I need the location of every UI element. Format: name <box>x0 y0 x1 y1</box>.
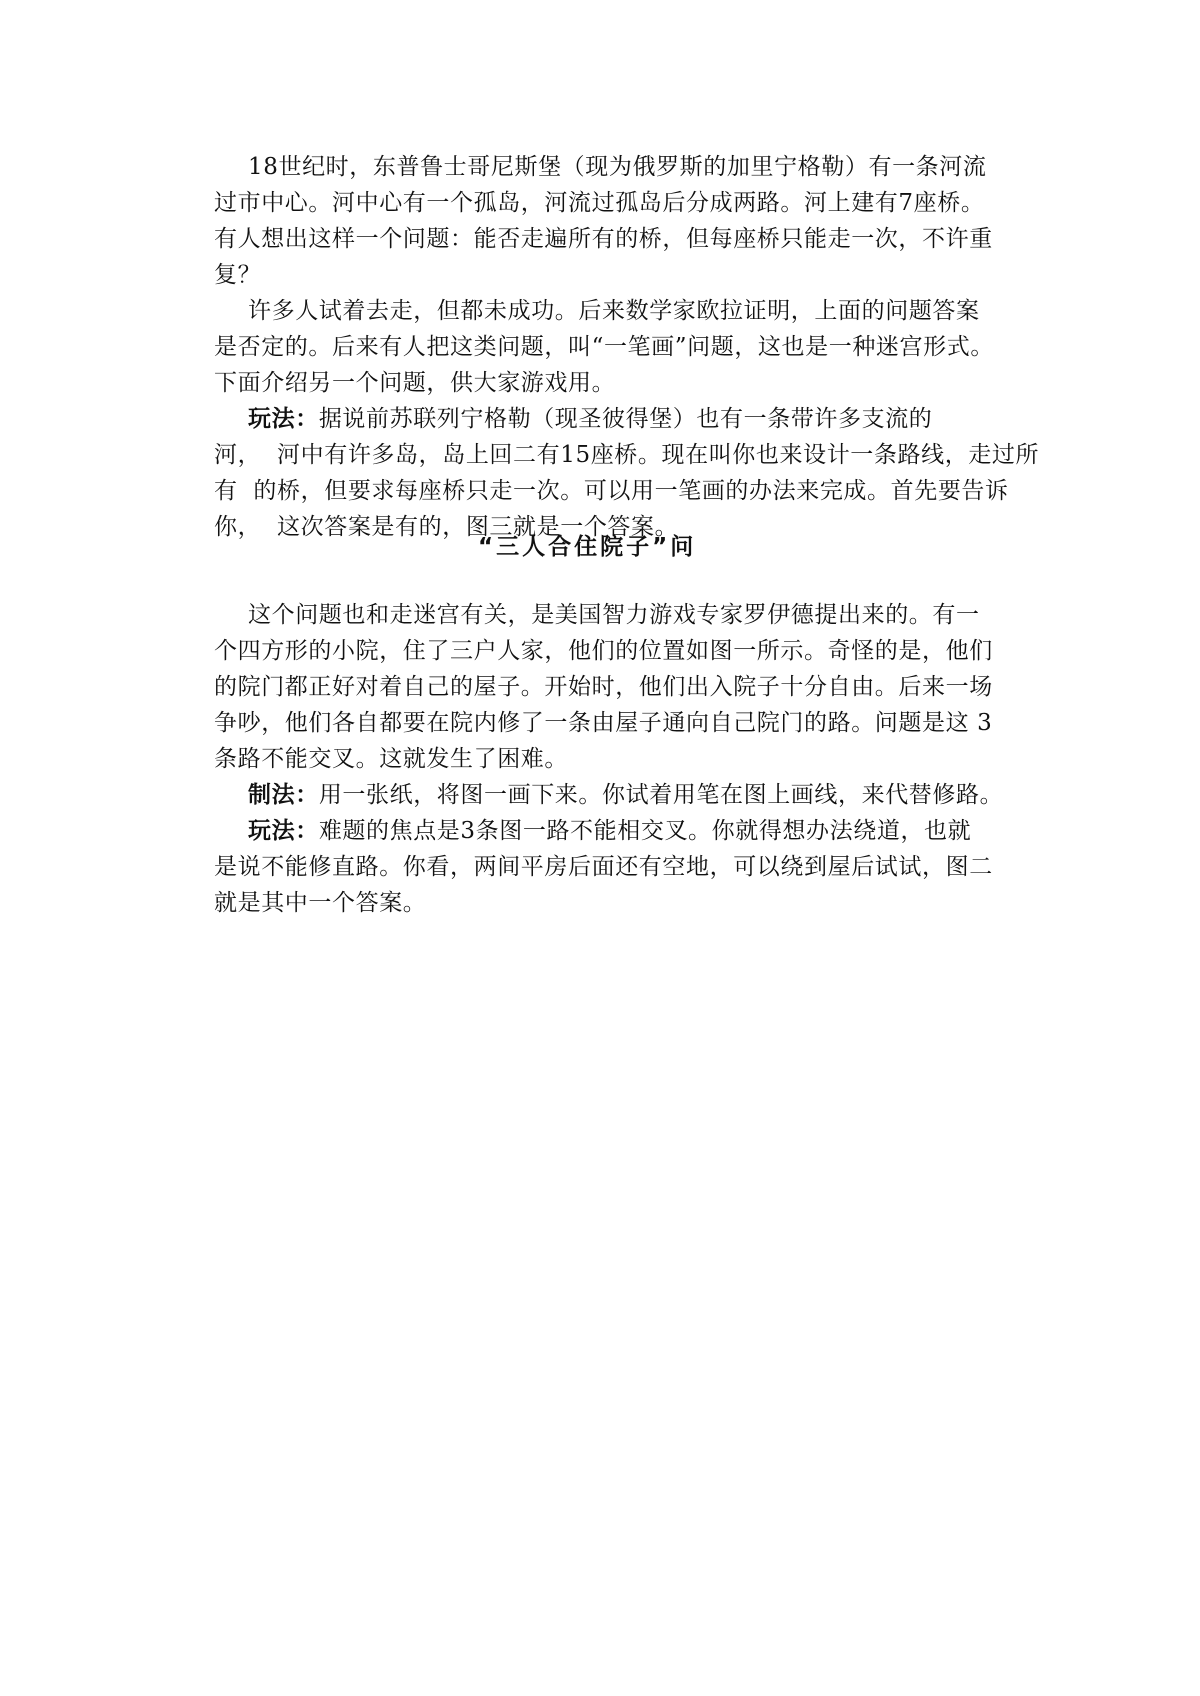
paragraph-line: 复？ <box>214 262 262 288</box>
paragraph-line: 这个问题也和走迷宫有关，是美国智力游戏专家罗伊德提出来的。有一 <box>248 602 980 628</box>
paragraph-line: 18世纪时，东普鲁士哥尼斯堡（现为俄罗斯的加里宁格勒）有一条河流 <box>248 154 987 180</box>
paragraph-line: 有 的桥，但要求每座桥只走一次。可以用一笔画的办法来完成。首先要告诉 <box>214 478 1009 504</box>
play-method-label: 玩法： <box>248 818 319 844</box>
paragraph-line: 就是其中一个答案。 <box>214 890 427 916</box>
play-method-label: 玩法： <box>248 406 319 432</box>
make-method-label: 制法： <box>248 782 319 808</box>
paragraph-line: 条路不能交叉。这就发生了困难。 <box>214 746 568 772</box>
paragraph-line: 有人想出这样一个问题：能否走遍所有的桥，但每座桥只能走一次，不许重 <box>214 226 993 252</box>
play-method-line <box>248 404 932 434</box>
paragraph-line: 下面介绍另一个问题，供大家游戏用。 <box>214 370 616 396</box>
make-method-line <box>248 780 1003 810</box>
paragraph-line: 争吵，他们各自都要在院内修了一条由屋子通向自己院门的路。问题是这 3 <box>214 710 993 736</box>
paragraph-line: 个四方形的小院，住了三户人家，他们的位置如图一所示。奇怪的是，他们 <box>214 638 993 664</box>
paragraph-line: 是说不能修直路。你看，两间平房后面还有空地，可以绕到屋后试试，图二 <box>214 854 993 880</box>
paragraph-line: 河， 河中有许多岛，岛上回二有15座桥。现在叫你也来设计一条路线，走过所 <box>214 442 1040 468</box>
paragraph-line: 的院门都正好对着自己的屋子。开始时，他们出入院子十分自由。后来一场 <box>214 674 993 700</box>
paragraph-line: 你， 这次答案是有的，图三就是一个答案。 <box>214 514 679 540</box>
paragraph-line: 是否定的。后来有人把这类问题，叫“一笔画”问题，这也是一种迷宫形式。 <box>214 334 994 360</box>
paragraph-line: 许多人试着去走，但都未成功。后来数学家欧拉证明，上面的问题答案 <box>248 298 980 324</box>
play-method-text: 难题的焦点是3条图一路不能相交叉。你就得想办法绕道，也就 <box>318 818 972 844</box>
make-method-text: 用一张纸，将图一画下来。你试着用笔在图上画线，来代替修路。 <box>318 782 1004 808</box>
play-method-text: 据说前苏联列宁格勒（现圣彼得堡）也有一条带许多支流的 <box>318 406 933 432</box>
section-title: “三人合住院子”问 <box>478 534 697 560</box>
paragraph-line: 过市中心。河中心有一个孤岛，河流过孤岛后分成两路。河上建有7座桥。 <box>214 190 985 216</box>
play-method-line <box>248 816 971 846</box>
